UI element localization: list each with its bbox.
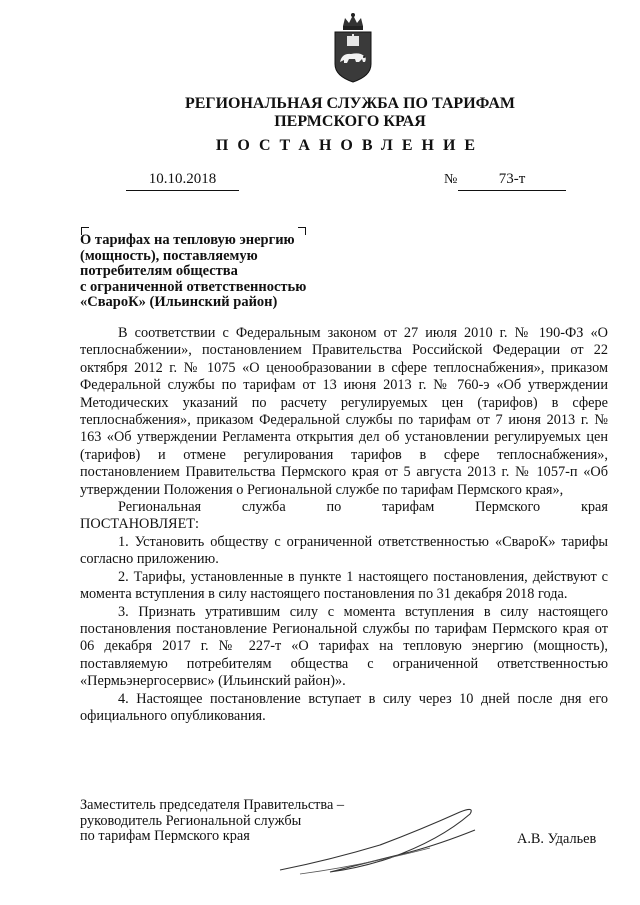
- document-number: 73-т: [458, 171, 566, 191]
- subject-line: (мощность), поставляемую: [80, 247, 258, 264]
- subject-line: с ограниченной ответственностью: [80, 278, 307, 295]
- document-body: [80, 325, 608, 725]
- decree-word: Региональная: [118, 499, 202, 516]
- number-label: №: [444, 172, 458, 187]
- preamble-paragraph: В соответствии с Федеральным законом от 27 июля 2010 г. № 190-ФЗ «О теплоснабжении», постановлением Правительства Российской Федерации от 22 октября 2012 г. № 1075 «О ценообразовании в сфере теплоснабжения», приказом Федеральной службы по тарифам от 13 июня 2013 г. № 760-э «Об утверждении Методических указаний по расчету регулируемых цен (тарифов) в сфере теплоснабжения», приказом Федеральной службы по тарифам от 7 июня 2013 г. № 163 «Об утверждении Регламента открытия дел об установлении регулируемых цен (тарифов) и отмене регулирования тарифов в сфере теплоснабжения», постановлением Правительства Пермского края от 5 августа 2013 г. № 1057-п «Об утверждении Положения о Региональной службе по тарифам Пермского края»,: [80, 325, 608, 498]
- handwritten-signature: [270, 800, 500, 880]
- signatory-name: А.В. Удальев: [517, 831, 597, 847]
- decree-item-3: 3. Признать утратившим силу с момента вступления в силу настоящего постановления постановление Региональной службы по тарифам Пермского края от 06 декабря 2017 г. № 227-т «О тарифах на тепловую энергию (мощность), поставляемую потребителям общества с ограниченной ответственностью «Пермьэнергосервис» (Ильинский район)».: [80, 603, 608, 690]
- document-date: 10.10.2018: [126, 171, 239, 191]
- subject-line: потребителям общества: [80, 263, 238, 279]
- decree-item-1: 1. Установить обществу с ограниченной ответственностью «СвароК» тарифы согласно приложению.: [80, 533, 608, 568]
- signatory-position-line: по тарифам Пермского края: [80, 828, 250, 844]
- org-name-line2: ПЕРМСКОГО КРАЯ: [274, 113, 426, 130]
- coat-of-arms-icon: [329, 12, 377, 84]
- document-type: ПОСТАНОВЛЕНИЕ: [215, 137, 485, 154]
- subject-line: «СвароК» (Ильинский район): [80, 294, 278, 310]
- subject-block: [80, 233, 340, 311]
- org-name-line1: РЕГИОНАЛЬНАЯ СЛУЖБА ПО ТАРИФАМ: [184, 95, 516, 112]
- decree-word: по: [326, 499, 342, 516]
- signatory-position-line: руководитель Региональной службы: [80, 812, 302, 829]
- decree-item-4: 4. Настоящее постановление вступает в силу через 10 дней после дня его официального опубликования.: [80, 690, 608, 724]
- signatory-position-line: Заместитель председателя Правительства –: [80, 797, 345, 813]
- decree-issuer-line: [80, 499, 608, 516]
- decree-word: края: [580, 499, 608, 516]
- decree-word: служба: [241, 499, 286, 516]
- subject-line: О тарифах на тепловую энергию: [80, 232, 295, 248]
- decree-verb: ПОСТАНОВЛЯЕТ:: [80, 516, 200, 533]
- decree-item-2: 2. Тарифы, установленные в пункте 1 настоящего постановления, действуют с момента вступления в силу настоящего постановления по 31 декабря 2018 года.: [80, 568, 608, 603]
- decree-word: Пермского: [475, 499, 541, 516]
- decree-word: тарифам: [382, 499, 435, 516]
